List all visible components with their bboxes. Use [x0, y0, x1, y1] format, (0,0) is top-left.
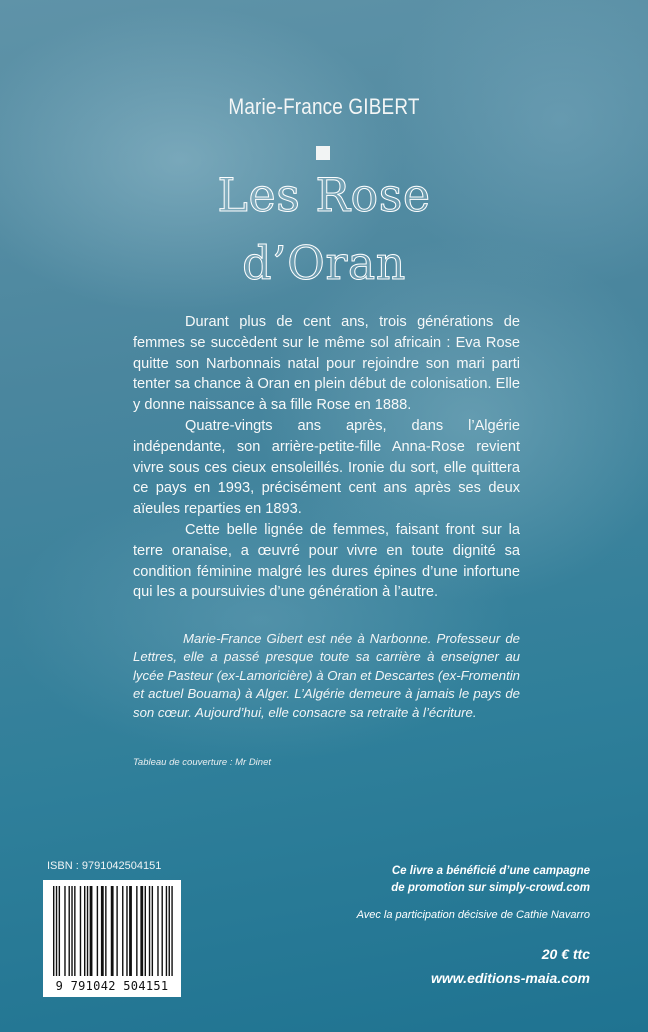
barcode-bar	[116, 886, 117, 976]
barcode-bar	[166, 886, 167, 976]
barcode-bar	[126, 886, 127, 976]
barcode-bar	[74, 886, 75, 976]
barcode-bars	[53, 886, 177, 976]
barcode-bar	[111, 886, 114, 976]
price: 20 € ttc	[541, 946, 590, 962]
barcode-bar	[84, 886, 85, 976]
decorative-square	[316, 146, 330, 160]
isbn-label: ISBN : 9791042504151	[47, 860, 162, 872]
book-summary	[133, 312, 520, 603]
barcode-bar	[157, 886, 158, 976]
barcode-bar	[69, 886, 70, 976]
promo-text	[391, 863, 590, 897]
barcode-bar	[169, 886, 170, 976]
barcode-bar	[149, 886, 150, 976]
participation-text: Avec la participation décisive de Cathie Navarro	[356, 909, 590, 921]
barcode-bar	[64, 886, 65, 976]
barcode-bar	[87, 886, 88, 976]
cover-credit: Tableau de couverture : Mr Dinet	[133, 757, 272, 768]
barcode-bar	[145, 886, 146, 976]
barcode-bar	[56, 886, 57, 976]
author-name: Marie-France GIBERT	[228, 94, 420, 119]
barcode-bar	[122, 886, 123, 976]
barcode-bar	[136, 886, 137, 976]
book-title-line1: Les Rose	[217, 168, 431, 222]
book-title-line2: d’Oran	[242, 236, 406, 290]
barcode-bar	[171, 886, 172, 976]
barcode-bar	[140, 886, 143, 976]
barcode	[43, 880, 181, 997]
barcode-bar	[59, 886, 60, 976]
barcode-bar	[90, 886, 93, 976]
barcode-bar	[71, 886, 72, 976]
barcode-bar	[162, 886, 163, 976]
barcode-bar	[53, 886, 54, 976]
barcode-bar	[152, 886, 153, 976]
summary-paragraph: Quatre-vingts ans après, dans l’Algérie indépendante, son arrière-petite-fille Anna-Rose revient vivre sous ces cieux ensoleillés. Ironie du sort, elle quittera ce pays en 1993, précisément cent ans après ses deux aïeules reparties en 1893.	[133, 417, 520, 518]
barcode-bar	[101, 886, 104, 976]
author-bio: Marie-France Gibert est née à Narbonne. Professeur de Lettres, elle a passé presque toute sa carrière à enseigner au lycée Pasteur (ex-Lamoricière) à Oran et Descartes (ex-Fromentin et actuel Bouama) à Alger. L’Algérie demeure à jamais le pays de son cœur. Aujourd’hui, elle consacre sa retraite à l’écriture.	[133, 631, 520, 720]
barcode-bar	[129, 886, 132, 976]
summary-paragraph: Cette belle lignée de femmes, faisant front sur la terre oranaise, a œuvré pour vivre en toute dignité sa condition féminine malgré les dures épines d’une infortune qui les a poursuivies d’une génération à l’autre.	[133, 521, 520, 601]
promo-line: Ce livre a bénéficié d’une campagne	[391, 865, 590, 877]
barcode-bar	[97, 886, 98, 976]
barcode-bar	[80, 886, 81, 976]
barcode-bar	[105, 886, 106, 976]
summary-paragraph: Durant plus de cent ans, trois générations de femmes se succèdent sur le même sol africain : Eva Rose quitte son Narbonnais natal pour rejoindre son mari parti tenter sa chance à Oran en plein début de colonisation. Elle y donne naissance à sa fille Rose en 1888.	[133, 314, 520, 414]
publisher-website: www.editions-maia.com	[431, 970, 590, 986]
barcode-digits: 9 791042 504151	[55, 979, 169, 993]
promo-line: de promotion sur simply-crowd.com	[391, 882, 590, 894]
